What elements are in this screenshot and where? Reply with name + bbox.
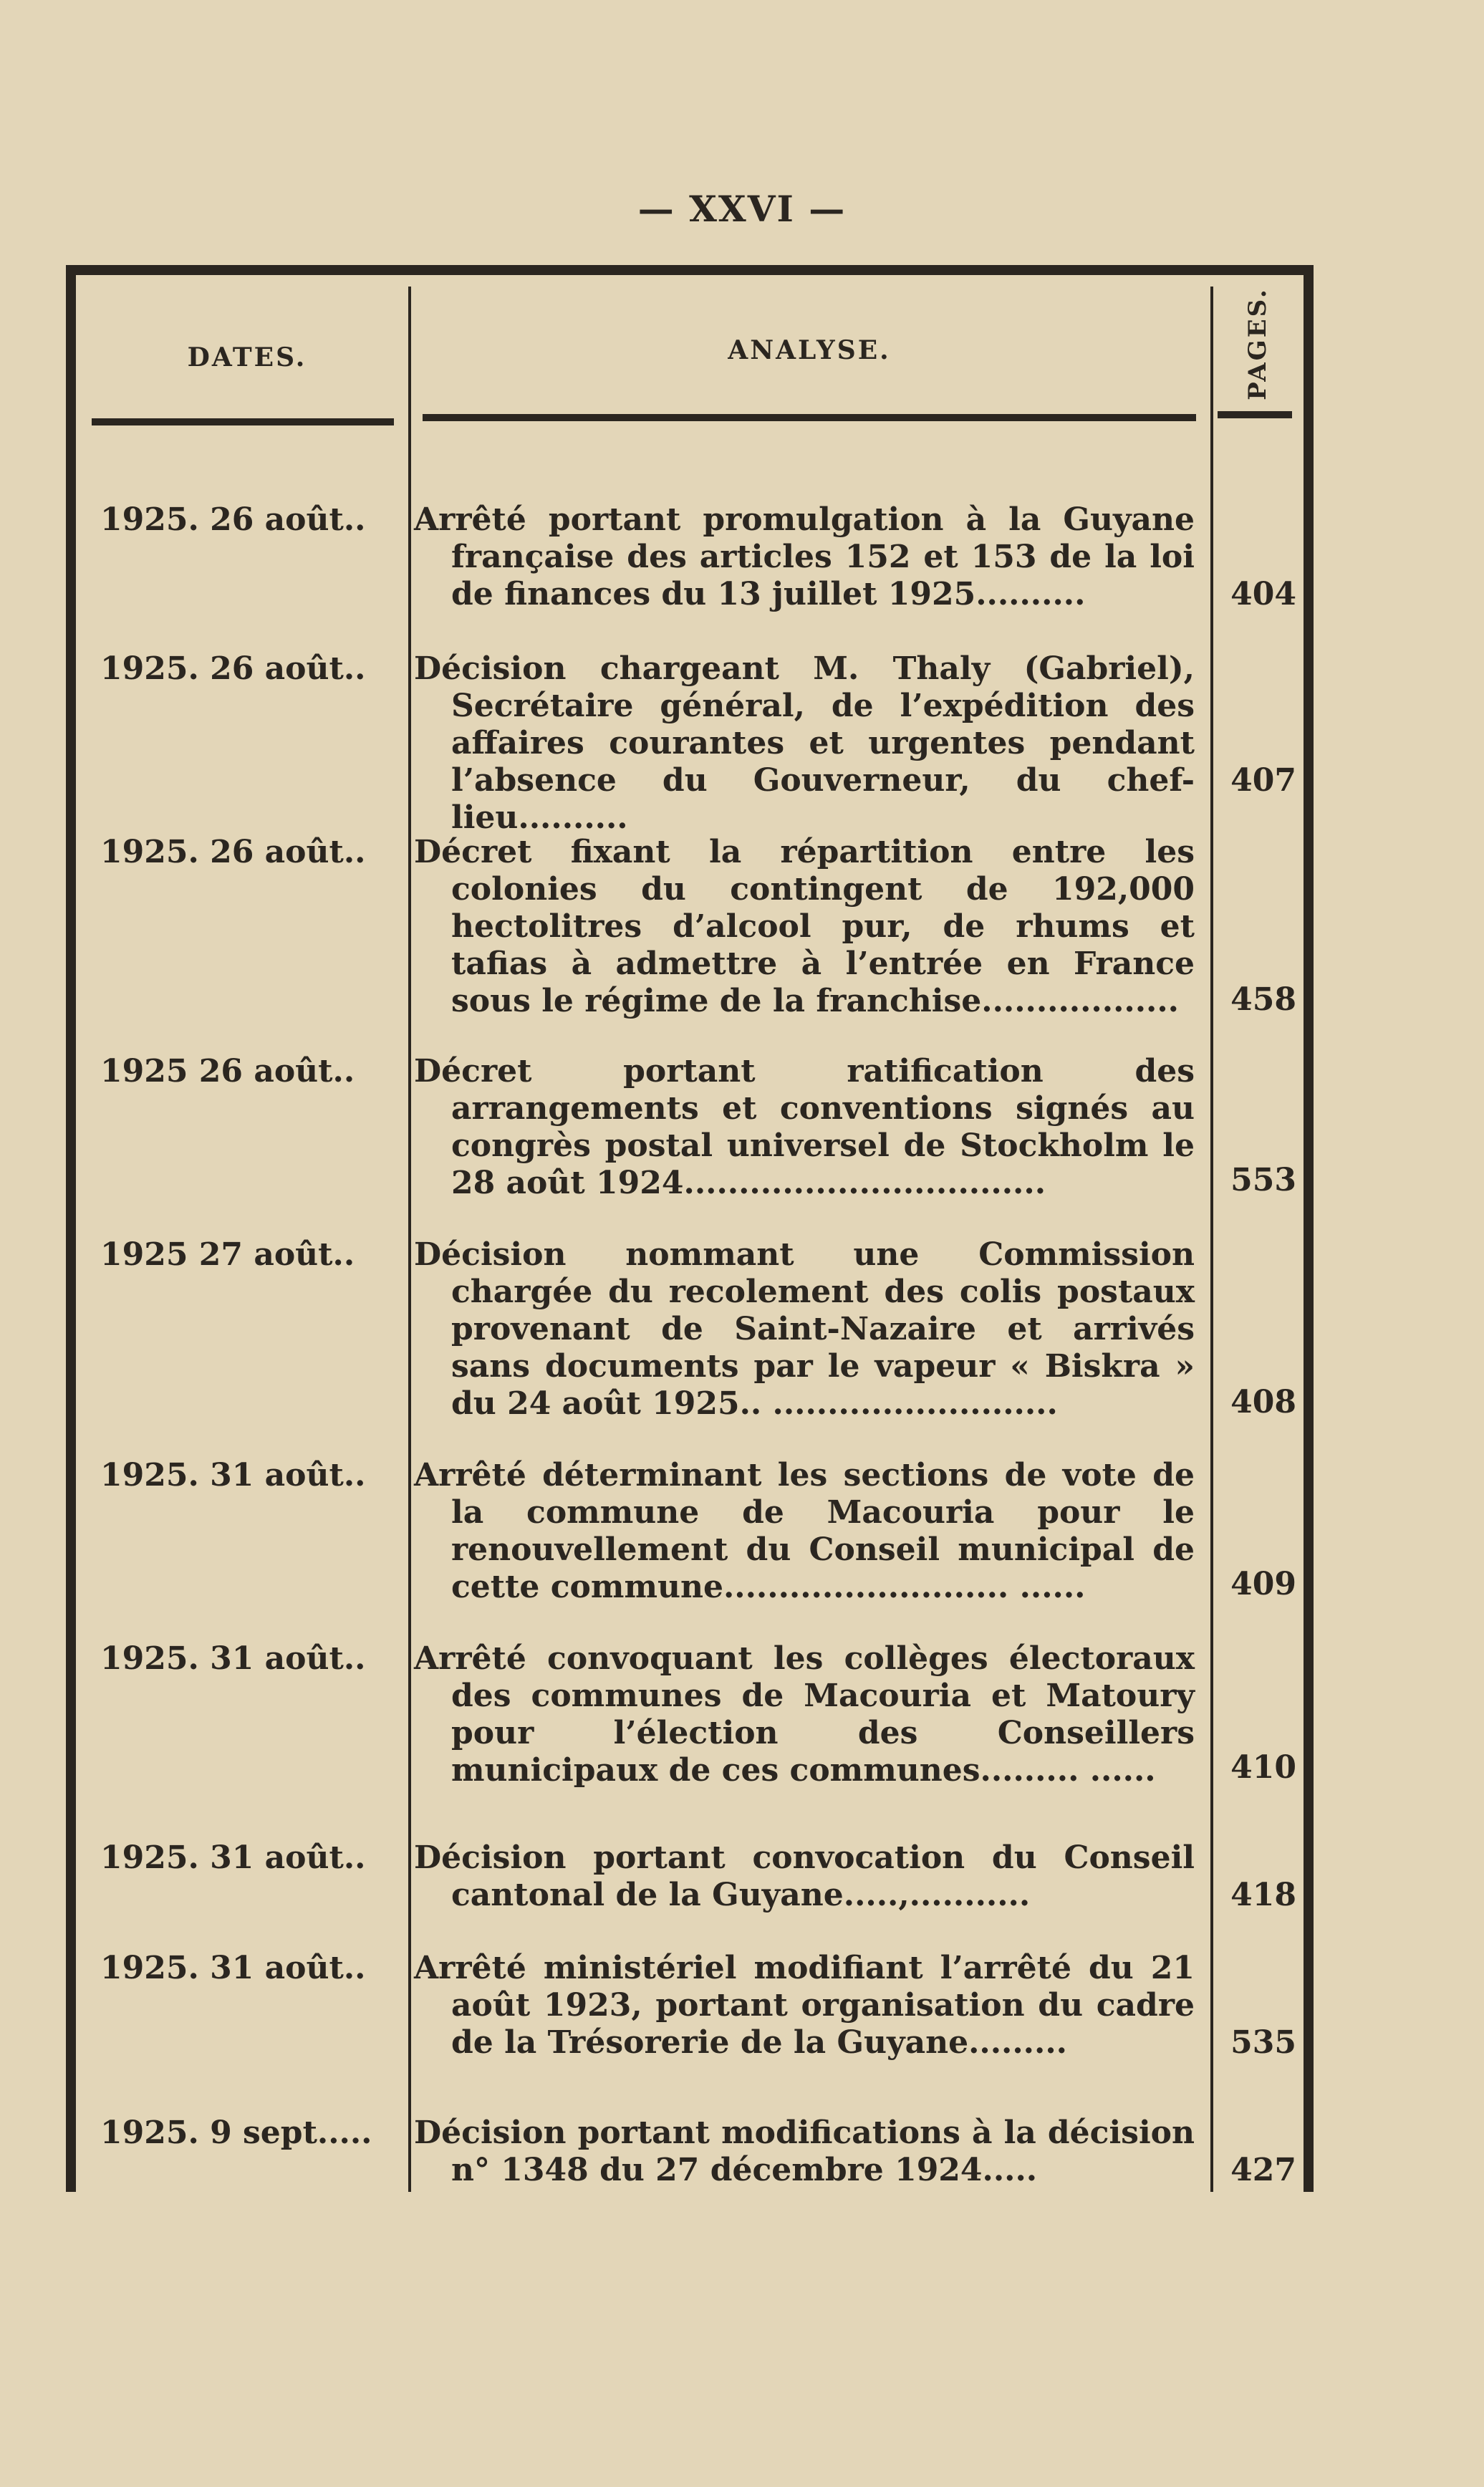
entry-text: Arrêté convoquant les collèges électoraux des communes de Macouria et Matoury pour l’élection des Conseillers municipaux de ces communes......... ...... [414, 1640, 1195, 1789]
column-header-dates: DATES. [187, 342, 307, 372]
entry-analysis [414, 2115, 1195, 2189]
entry-date: 1925. 26 août.. [100, 834, 366, 870]
entry-text: Décision portant convocation du Conseil cantonal de la Guyane.....,........... [414, 1839, 1195, 1913]
column-header-analysis: ANALYSE. [728, 335, 891, 365]
entry-analysis [414, 1236, 1195, 1423]
entry-page: 409 [1230, 1566, 1296, 1602]
entry-text: Arrêté ministériel modifiant l’arrêté du 21 août 1923, portant organisation du cadre de la Trésorerie de la Guyane......... [414, 1950, 1195, 2061]
entry-text: Décret fixant la répartition entre les colonies du contingent de 192,000 hectolitres d’alcool pur, de rhums et tafias à admettre à l’entrée en France sous le régime de la franchise.................. [414, 834, 1195, 1019]
entry-analysis [414, 1839, 1195, 1914]
entry-page: 458 [1230, 981, 1296, 1018]
entry-analysis [414, 501, 1195, 613]
entry-text: Décision portant modifications à la décision n° 1348 du 27 décembre 1924..... [414, 2115, 1195, 2188]
entry-date: 1925 27 août.. [100, 1236, 355, 1273]
header-rule-pages [1218, 411, 1292, 418]
entry-date: 1925. 31 août.. [100, 1839, 366, 1876]
entry-date: 1925. 31 août.. [100, 1457, 366, 1493]
entry-date: 1925. 26 août.. [100, 501, 366, 538]
entry-analysis [414, 1053, 1195, 1202]
entry-page: 427 [1230, 2152, 1296, 2188]
page-number: — XXVI — [637, 188, 847, 230]
entry-page: 535 [1230, 2024, 1296, 2061]
entry-page: 410 [1230, 1749, 1296, 1786]
entry-analysis [414, 1950, 1195, 2062]
entry-text: Décret portant ratification des arrangements et conventions signés au congrès postal universel de Stockholm le 28 août 1924................................. [414, 1053, 1195, 1201]
header-rule-dates [92, 418, 394, 425]
entry-date: 1925 26 août.. [100, 1053, 355, 1089]
entry-text: Arrêté déterminant les sections de vote de la commune de Macouria pour le renouvellement du Conseil municipal de cette commune.......................... ...... [414, 1457, 1195, 1605]
entry-date: 1925. 31 août.. [100, 1640, 366, 1677]
column-divider-pages [1210, 287, 1213, 2192]
entry-text: Décision chargeant M. Thaly (Gabriel), Secrétaire général, de l’expédition des affaires courantes et urgentes pendant l’absence du Gouverneur, du chef-lieu.......... [414, 650, 1195, 836]
entry-analysis [414, 834, 1195, 1020]
entry-page: 404 [1230, 576, 1296, 612]
entry-text: Arrêté portant promulgation à la Guyane française des articles 152 et 153 de la loi de finances du 13 juillet 1925.......... [414, 501, 1195, 612]
header-rule-analysis [423, 414, 1196, 421]
entry-analysis [414, 650, 1195, 837]
entry-analysis [414, 1457, 1195, 1606]
entry-analysis [414, 1640, 1195, 1789]
column-divider-dates [408, 287, 411, 2192]
entry-page: 408 [1230, 1384, 1296, 1420]
entry-page: 418 [1230, 1877, 1296, 1913]
entry-page: 553 [1230, 1162, 1296, 1198]
entry-date: 1925. 31 août.. [100, 1950, 366, 1986]
column-header-pages: PAGES. [1243, 287, 1272, 400]
entry-date: 1925. 9 sept..... [100, 2115, 372, 2151]
entry-text: Décision nommant une Commission chargée du recolement des colis postaux provenant de Saint-Nazaire et arrivés sans documents par le vapeur « Biskra » du 24 août 1925.. .......................... [414, 1236, 1195, 1422]
entry-page: 407 [1230, 762, 1296, 799]
entry-date: 1925. 26 août.. [100, 650, 366, 687]
